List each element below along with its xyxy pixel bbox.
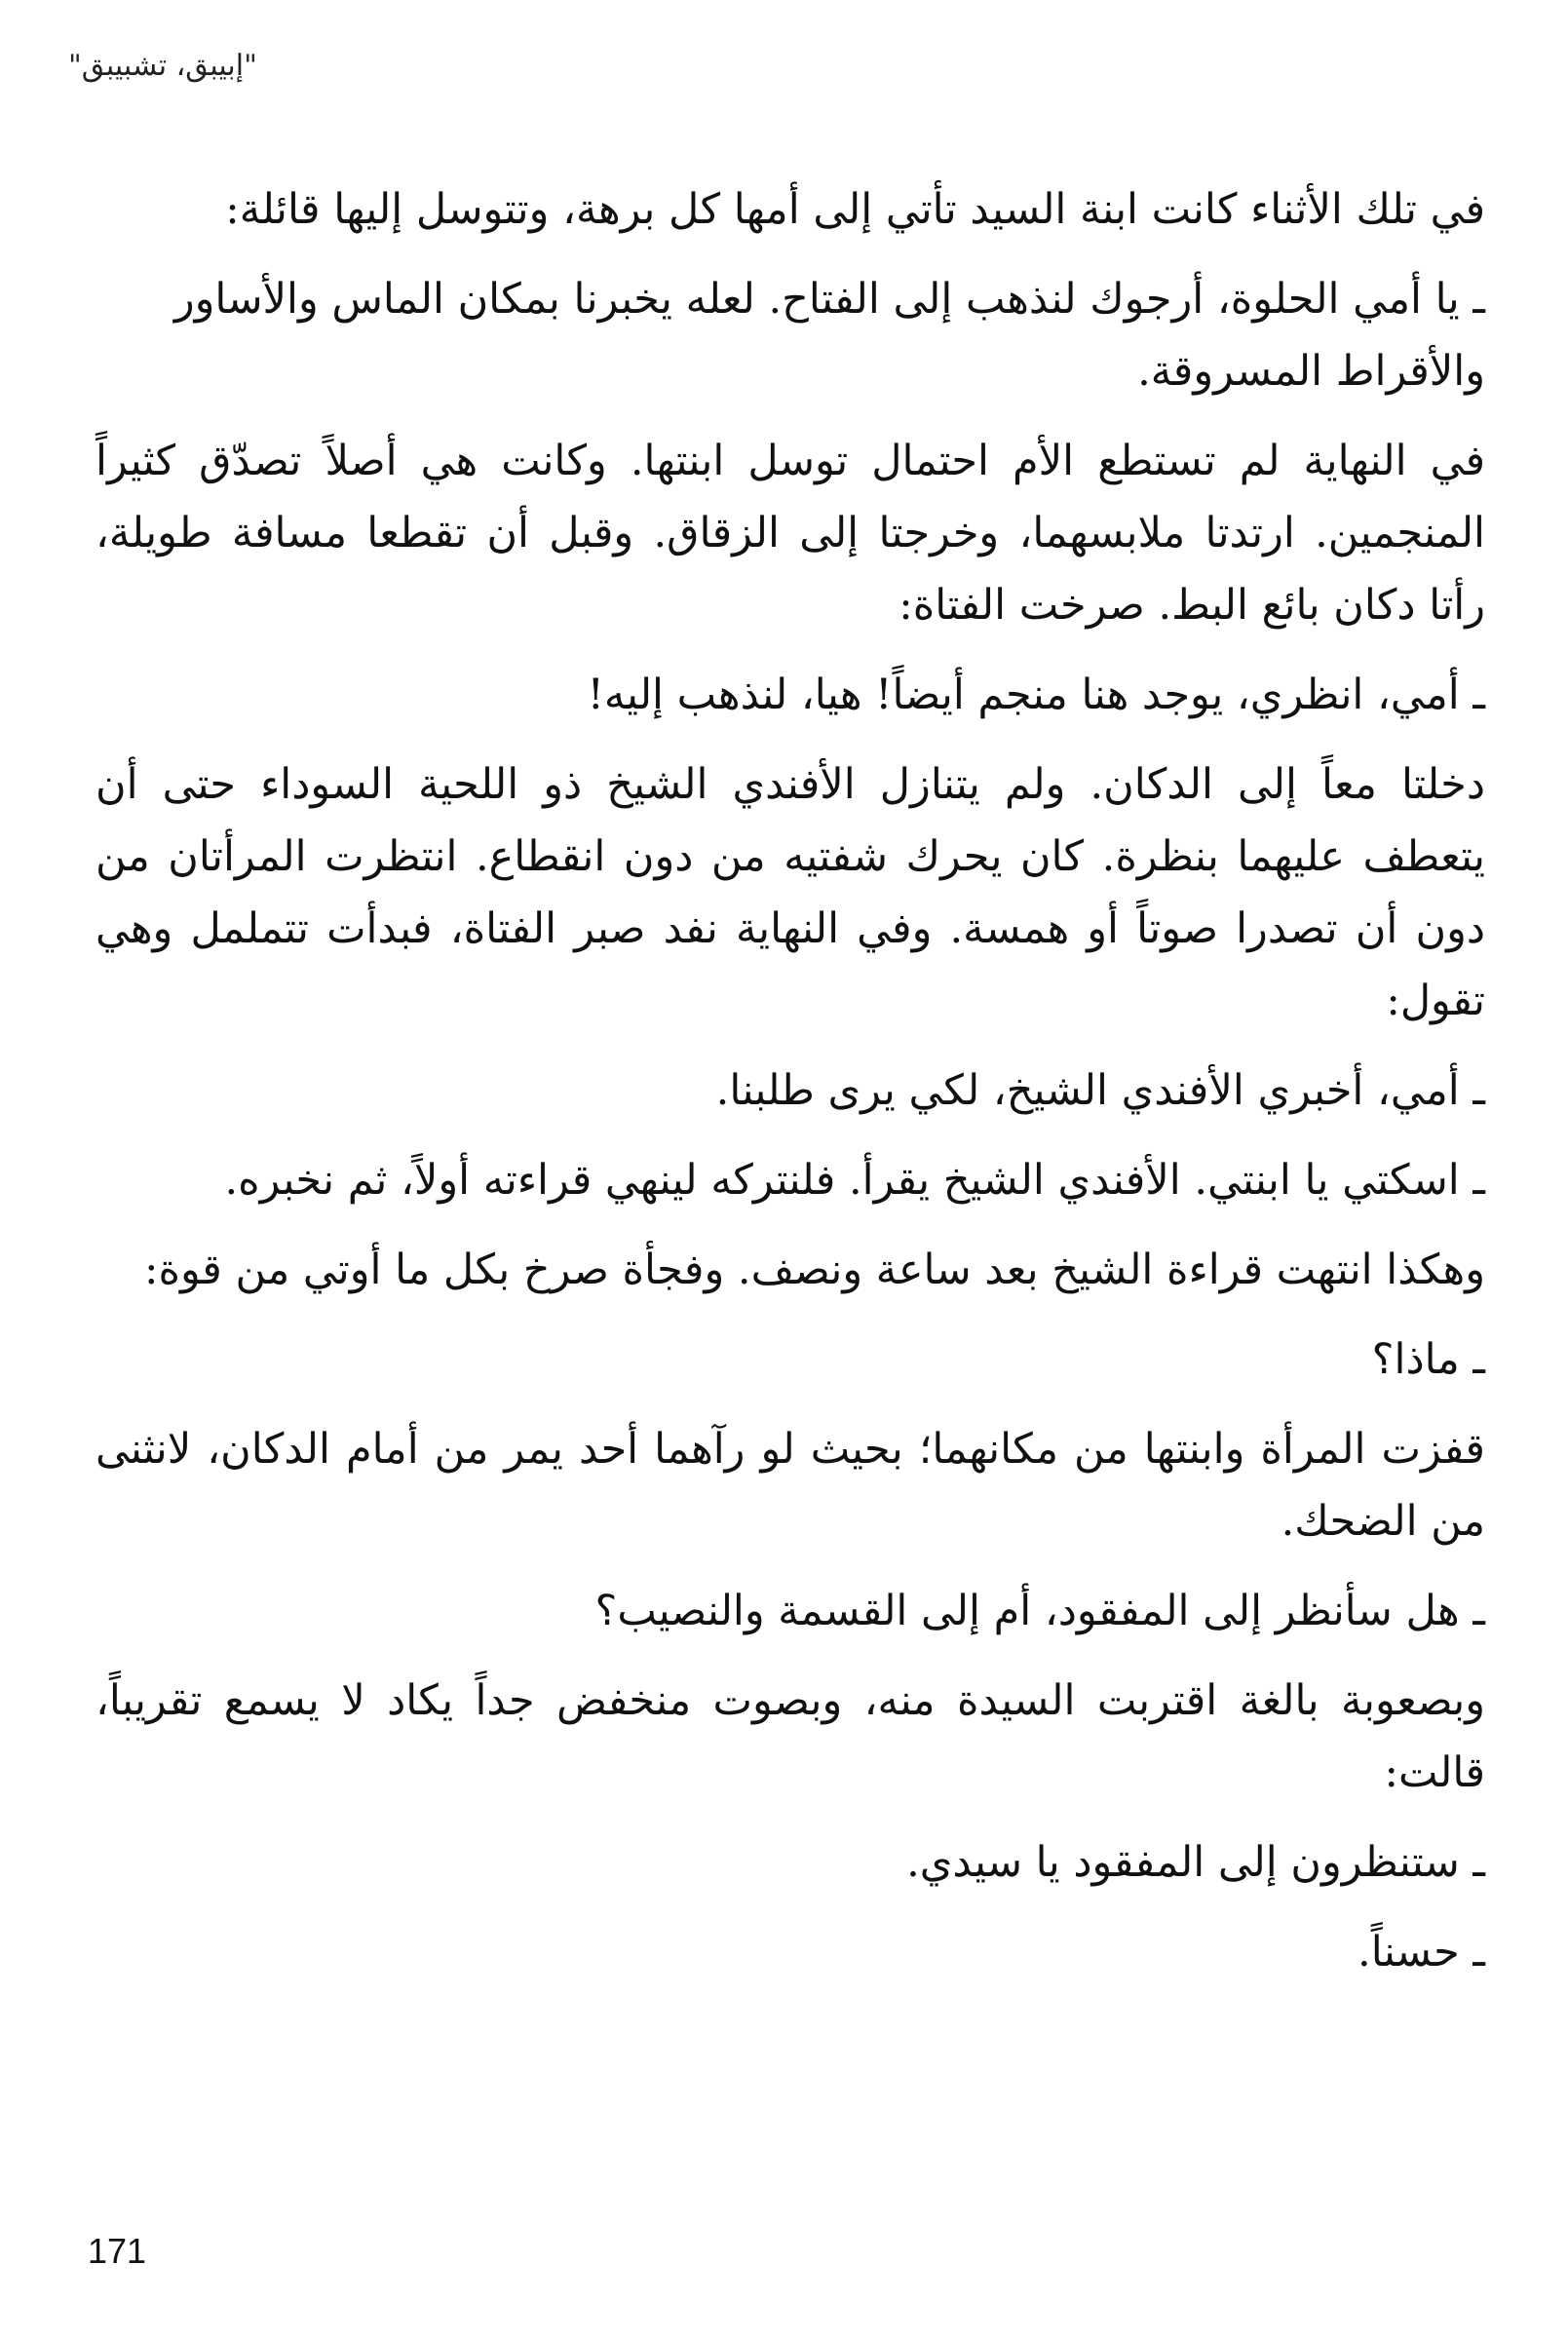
running-head: "إبيبق، تشبيبق"	[68, 49, 257, 83]
paragraph: قفزت المرأة وابنتها من مكانهما؛ بحيث لو رآهما أحد يمر من أمام الدكان، لانثنى من الضحك.	[96, 1425, 1485, 1546]
dialogue-line: ـ ستنظرون إلى المفقود يا سيدي.	[906, 1838, 1485, 1887]
paragraph: في النهاية لم تستطع الأم احتمال توسل ابنتها. وكانت هي أصلاً تصدّق كثيراً المنجمين. ارتدتا ملابسهما، وخرجتا إلى الزقاق. وقبل أن تقطعا مسافة طويلة، رأتا دكان بائع البط. صرخت الفتاة:	[96, 437, 1485, 630]
dialogue-line: ـ حسناً.	[1358, 1928, 1485, 1976]
dialogue-line: ـ يا أمي الحلوة، أرجوك لنذهب إلى الفتاح. لعله يخبرنا بمكان الماس والأساور والأقراط المسروقة.	[173, 275, 1485, 396]
dialogue-line: ـ ماذا؟	[1371, 1335, 1485, 1384]
paragraph: وبصعوبة بالغة اقتربت السيدة منه، وبصوت منخفض جداً يكاد لا يسمع تقريباً، قالت:	[96, 1676, 1485, 1797]
paragraph: وهكذا انتهت قراءة الشيخ بعد ساعة ونصف. وفجأة صرخ بكل ما أوتي من قوة:	[144, 1246, 1485, 1294]
dialogue-line: ـ أمي، أخبري الأفندي الشيخ، لكي يرى طلبنا.	[715, 1066, 1485, 1115]
dialogue-line: ـ هل سأنظر إلى المفقود، أم إلى القسمة والنصيب؟	[594, 1587, 1485, 1635]
paragraph: دخلتا معاً إلى الدكان. ولم يتنازل الأفندي الشيخ ذو اللحية السوداء حتى أن يتعطف عليهما بنظرة. كان يحرك شفتيه من دون انقطاع. انتظرت المرأتان من دون أن تصدرا صوتاً أو همسة. وفي النهاية نفد صبر الفتاة، فبدأت تتململ وهي تقول:	[96, 760, 1485, 1025]
dialogue-line: ـ أمي، انظري، يوجد هنا منجم أيضاً! هيا، لنذهب إليه!	[587, 671, 1485, 719]
dialogue-line: ـ اسكتي يا ابنتي. الأفندي الشيخ يقرأ. فلنتركه لينهي قراءته أولاً، ثم نخبره.	[224, 1156, 1485, 1205]
body-text	[96, 173, 1485, 2006]
paragraph: في تلك الأثناء كانت ابنة السيد تأتي إلى أمها كل برهة، وتتوسل إليها قائلة:	[225, 185, 1485, 234]
page-number: 171	[88, 2231, 147, 2271]
